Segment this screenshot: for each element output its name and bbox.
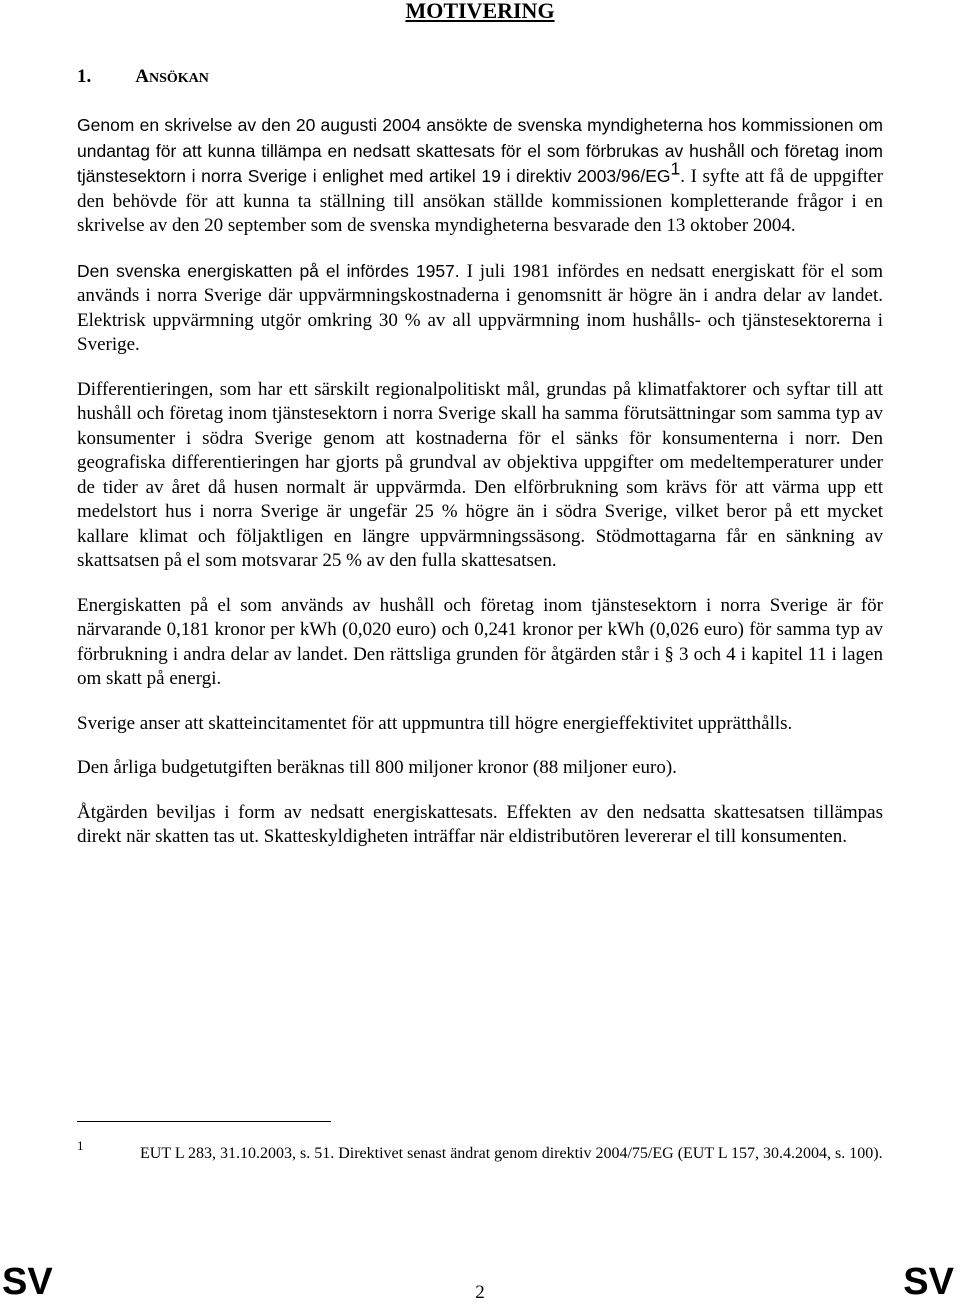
footnote-number: 1 [77, 1138, 84, 1153]
footer-language-left: SV [2, 1261, 53, 1303]
section-heading-rest: NSÖKAN [148, 71, 209, 86]
paragraph-application [77, 113, 883, 239]
footnote-divider [77, 1121, 331, 1122]
page-number: 2 [475, 1282, 485, 1303]
section-heading-capital: A [135, 66, 149, 87]
paragraph-application-sans: Genom en skrivelse av den 20 augusti 2004 ansökte de svenska myndigheterna hos kommissionen om undantag för att kunna tillämpa en nedsatt skattesats för el som förbrukas av hushåll och företag inom tjänstesektorn i norra Sverige i enlighet med artikel 19 i direktiv 2003/96/EG [77, 115, 883, 186]
paragraph-measure: Åtgärden beviljas i form av nedsatt energiskattesats. Effekten av den nedsatta skattesatsen tillämpas direkt när skatten tas ut. Skatteskyldigheten inträffar när eldistributören levererar el till konsumenten. [77, 801, 883, 847]
paragraph-energy-tax-history-rest: I juli 1981 infördes en nedsatt energiskatt för el som används i norra Sverige där uppvärmningskostnaderna i genomsnitt är högre än i andra delar av landet. Elektrisk uppvärmning utgör omkring 30 % av all uppvärmning inom hushålls- och tjänstesektorerna i Sverige. [77, 260, 883, 355]
document-title: MOTIVERING [405, 0, 555, 23]
paragraph-energy-tax-history-sans: Den svenska energiskatten på el infördes 1957. [77, 260, 460, 281]
footnote-reference: 1 [670, 158, 681, 179]
paragraph-budget: Den årliga budgetutgiften beräknas till 800 miljoner kronor (88 miljoner euro). [77, 757, 677, 778]
footnote-text: EUT L 283, 31.10.2003, s. 51. Direktivet senast ändrat genom direktiv 2004/75/EG (EUT L 157, 30.4.2004, s. 100). [140, 1145, 883, 1162]
paragraph-tax-rates: Energiskatten på el som används av hushåll och företag inom tjänstesektorn i norra Sverige är för närvarande 0,181 kronor per kWh (0,020 euro) och 0,241 kronor per kWh (0,026 euro) för samma typ av förbrukning i andra delar av landet. Den rättsliga grunden för åtgärden står i § 3 och 4 i kapitel 11 i lagen om skatt på energi. [77, 594, 883, 689]
section-number: 1. [77, 66, 92, 87]
footer-language-right: SV [903, 1261, 954, 1303]
paragraph-application-rest: . I syfte att få de uppgifter den behövde för att kunna ta ställning till ansökan ställde kommissionen kompletterande frågor i en skrivelse av den 20 september som de svenska myndigheterna besvarade den 13 oktober 2004. [77, 166, 883, 236]
body-text [77, 113, 883, 870]
paragraph-incentive: Sverige anser att skatteincitamentet för att uppmuntra till högre energieffektivitet upprätthålls. [77, 712, 793, 734]
paragraph-differentiation: Differentieringen, som har ett särskilt regionalpolitiskt mål, grundas på klimatfaktorer och syftar till att hushåll och företag inom tjänstesektorn i norra Sverige skall ha samma förutsättningar som samma typ av konsumenter i södra Sverige genom att kostnaderna för el sänks för konsumenterna i norr. Den geografiska differentieringen har gjorts på grundval av objektiva uppgifter om medeltemperaturer under de tider av året då husen normalt är uppvärmda. Den elförbrukning som krävs för att värma upp ett medelstort hus i norra Sverige är ungefär 25 % högre än i södra Sverige, vilket beror på ett mycket kallare klimat och följaktligen en längre uppvärmningssäsong. Stödmottagarna får en sänkning av skattsatsen på el som motsvarar 25 % av den fulla skattesatsen. [77, 378, 883, 571]
paragraph-energy-tax-history [77, 259, 883, 358]
section-heading [77, 66, 209, 88]
